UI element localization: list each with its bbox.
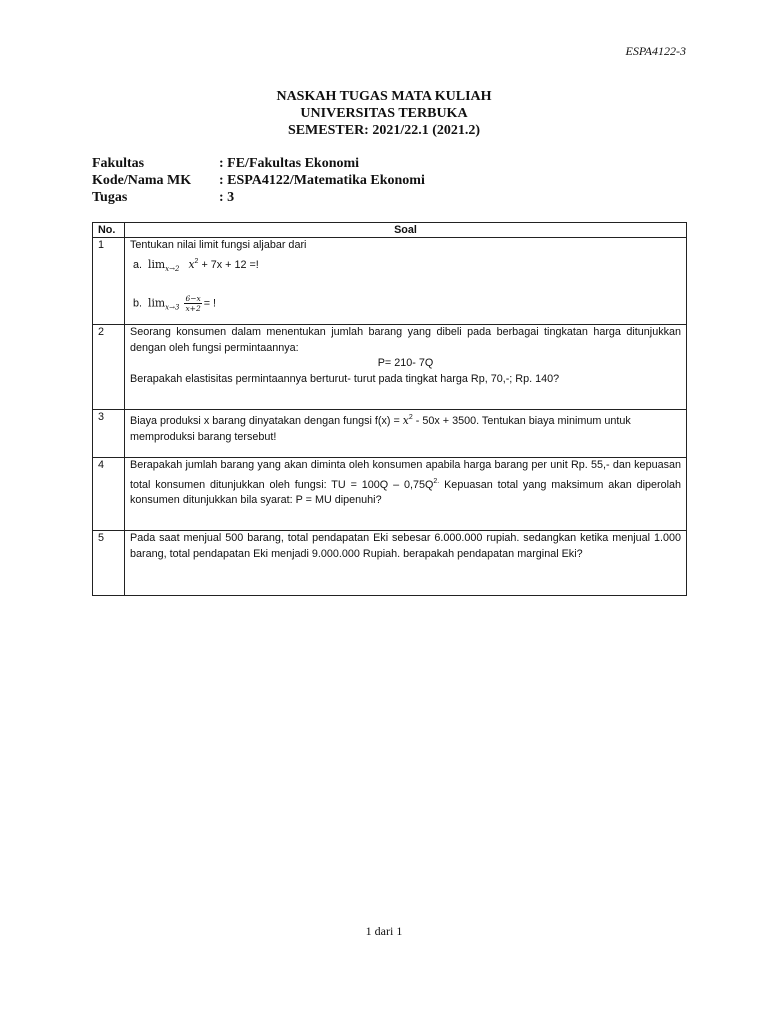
question-text-pre: Berapakah jumlah barang yang akan diminta oleh konsumen apabila harga barang per unit Rp. 55,- dan kepuasan total konsumen ditunjukkan oleh fungsi: TU = 100Q – 0,75Q [130,459,681,491]
title-line: NASKAH TUGAS MATA KULIAH [276,89,492,104]
meta-label: Kode/Nama MK [92,173,192,188]
table-header-row [93,223,687,238]
title-line: UNIVERSITAS TERBUKA [300,106,468,121]
question-number: 5 [93,531,125,596]
table-row [93,325,687,410]
math-exponent: 2. [433,477,440,485]
table-row [93,458,687,531]
meta-row-kode [92,172,425,189]
expression-rest: + 7x + 12 =! [201,258,259,271]
title-line: SEMESTER: 2021/22.1 (2021.2) [287,123,481,138]
item-label: a. [133,258,143,271]
limit-subscript: x→3 [165,303,180,312]
document-title-block [0,88,768,139]
question-formula: P= 210- 7Q [377,357,434,369]
meta-label: Tugas [92,190,128,205]
question-number: 1 [93,238,125,325]
question-text: Pada saat menjual 500 barang, total pendapatan Eki sebesar 6.000.000 rupiah. sedangkan ketika menjual 1.000 barang, total pendapatan Eki menjadi 9.000.000 Rupiah. berapakah pendapatan marginal Eki? [125,531,687,596]
question-paragraph: Seorang konsumen dalam menentukan jumlah barang yang dibeli pada berbagai tingkatan harga ditunjukkan dengan oleh fungsi permintaannya: [130,326,681,354]
question-text [125,458,687,531]
header-no: No. [93,223,125,238]
question-text-post: - 50x + 3500. Tentukan biaya minimum untuk memproduksi barang tersebut! [130,415,631,443]
course-info [92,155,425,206]
meta-value: : ESPA4122/Matematika Ekonomi [219,173,425,188]
question-text [125,325,687,410]
question-text [125,238,687,325]
question-item-b [130,294,681,316]
fraction-numerator: 6−x [185,294,201,303]
meta-value: : 3 [219,190,235,205]
table-row [93,238,687,325]
question-number: 4 [93,458,125,531]
question-text [125,410,687,458]
question-number: 2 [93,325,125,410]
questions-table [92,222,687,596]
fraction-denominator: x+2 [185,304,201,313]
limit-operator: lim [148,296,166,310]
meta-row-fakultas [92,155,425,172]
question-item-a [130,254,681,278]
meta-label: Fakultas [92,156,145,171]
expression-rest: = ! [203,297,217,310]
math-variable: x [402,414,409,427]
document-code: ESPA4122-3 [625,44,686,58]
limit-subscript: x→2 [165,264,180,273]
table-row [93,410,687,458]
question-intro: Tentukan nilai limit fungsi aljabar dari [130,239,307,251]
meta-row-tugas [92,189,425,206]
page-number: 1 dari 1 [365,924,403,938]
math-exponent: 2 [408,414,413,421]
item-label: b. [133,297,143,310]
limit-operator: lim [148,257,166,271]
question-text-post: Kepuasan total yang maksimum akan diperolah konsumen ditunjukkan bila syarat: P = MU dipenuhi? [130,478,682,506]
table-row [93,531,687,596]
question-number: 3 [93,410,125,458]
math-variable: x [188,257,195,271]
math-exponent: 2 [194,257,199,265]
header-soal: Soal [125,223,687,238]
question-text-pre: Biaya produksi x barang dinyatakan dengan fungsi f(x) = [130,415,400,427]
math-fraction [184,294,201,313]
meta-value: : FE/Fakultas Ekonomi [219,156,360,171]
question-paragraph: Berapakah elastisitas permintaannya berturut- turut pada tingkat harga Rp, 70,-; Rp. 140? [130,372,560,385]
